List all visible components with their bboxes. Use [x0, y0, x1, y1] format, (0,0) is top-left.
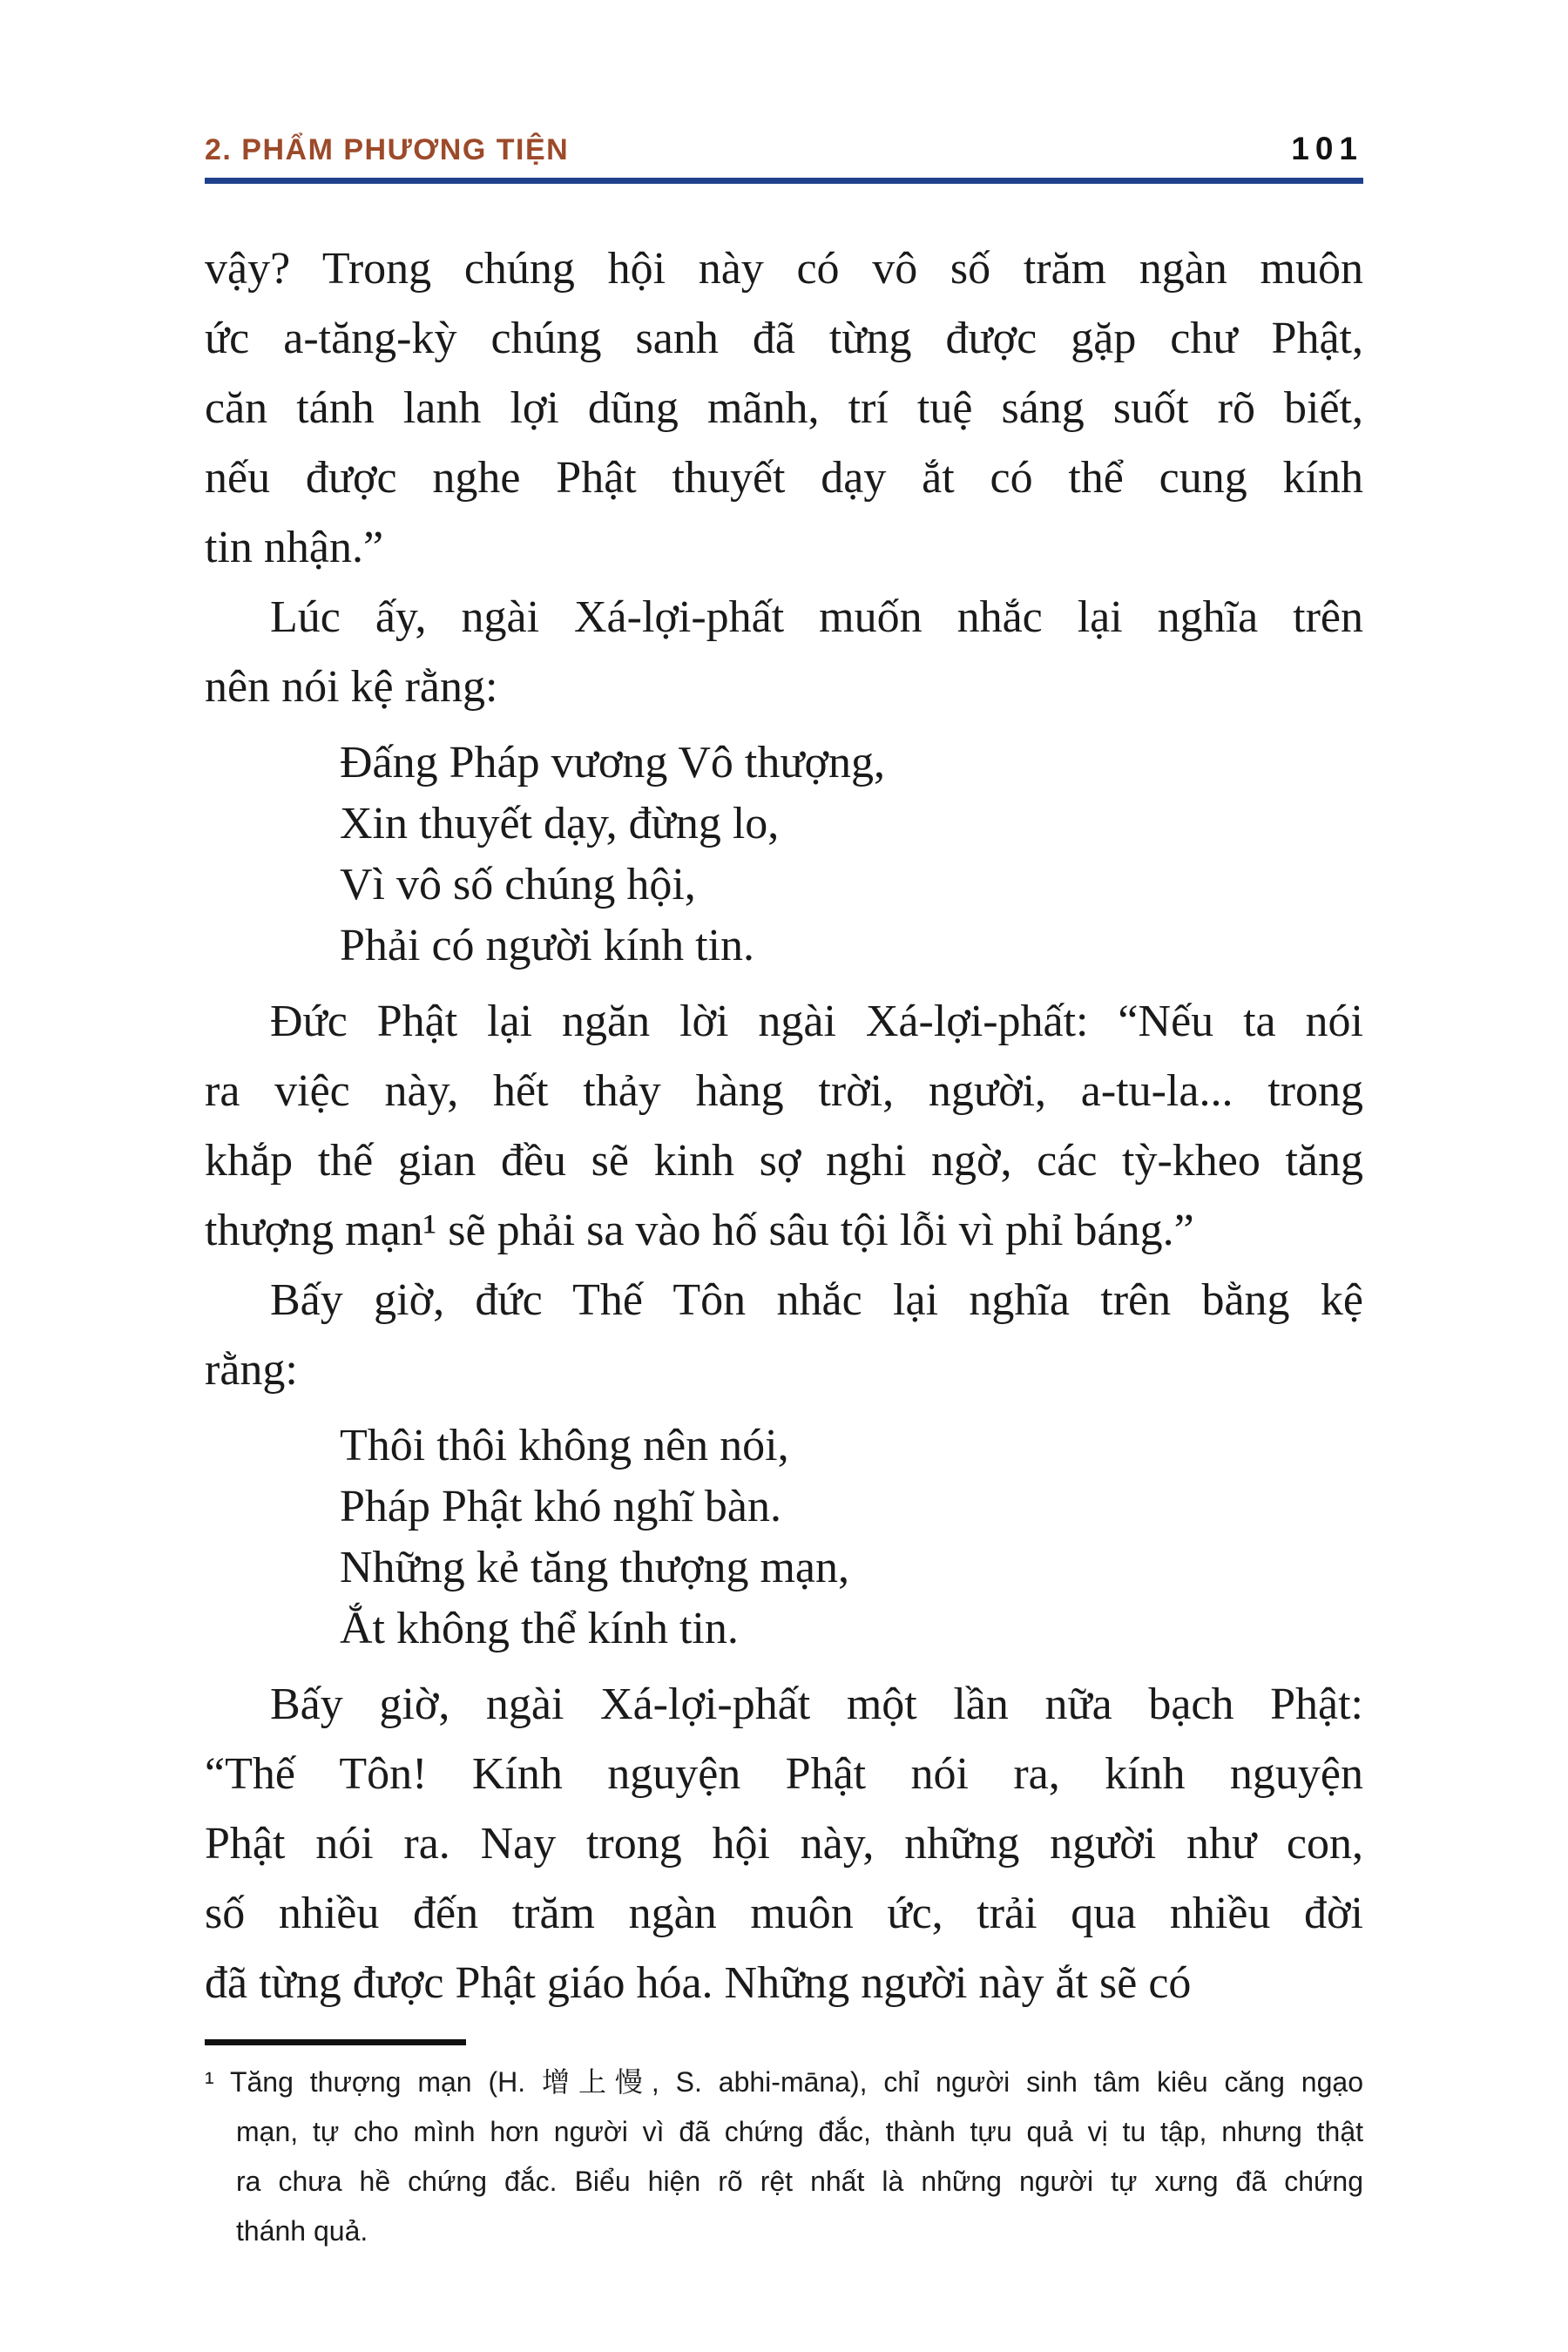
text-line: Bấy giờ, ngài Xá-lợi-phất một lần nữa bạch Phật: [270, 1680, 1363, 1729]
header-rule [205, 178, 1363, 184]
verse-line: Xin thuyết dạy, đừng lo, [340, 799, 780, 848]
verse-2 [205, 1416, 1363, 1659]
text-line: Bấy giờ, đức Thế Tôn nhắc lại nghĩa trên bằng kệ [270, 1275, 1363, 1325]
paragraph-1 [205, 234, 1363, 583]
paragraph-2 [205, 583, 1363, 722]
text-line: vậy? Trong chúng hội này có vô số trăm ngàn muôn [205, 244, 1363, 294]
paragraph-3 [205, 987, 1363, 1266]
text-line: Lúc ấy, ngài Xá-lợi-phất muốn nhắc lại nghĩa trên [270, 592, 1363, 642]
footnote-line: ra chưa hề chứng đắc. Biểu hiện rõ rệt nhất là những người tự xưng đã chứng [236, 2166, 1363, 2197]
text-line: thượng mạn¹ sẽ phải sa vào hố sâu tội lỗi vì phỉ báng.” [205, 1206, 1194, 1255]
page-body [205, 234, 1363, 2018]
running-header [205, 131, 1363, 184]
verse-line: Phải có người kính tin. [340, 921, 754, 970]
verse-line: Những kẻ tăng thượng mạn, [340, 1543, 849, 1592]
verse-line: Pháp Phật khó nghĩ bàn. [340, 1482, 781, 1531]
text-line: nên nói kệ rằng: [205, 662, 498, 712]
text-line: Đức Phật lại ngăn lời ngài Xá-lợi-phất: “Nếu ta nói [270, 997, 1363, 1046]
text-line: “Thế Tôn! Kính nguyện Phật nói ra, kính nguyện [205, 1749, 1363, 1799]
text-line: ức a-tăng-kỳ chúng sanh đã từng được gặp chư Phật, [205, 314, 1363, 363]
verse-line: Vì vô số chúng hội, [340, 860, 696, 909]
verse-line: Thôi thôi không nên nói, [340, 1421, 789, 1470]
paragraph-5 [205, 1670, 1363, 2018]
footnote-line: thánh quả. [236, 2215, 368, 2247]
text-line: Phật nói ra. Nay trong hội này, những người như con, [205, 1819, 1363, 1869]
paragraph-4 [205, 1266, 1363, 1405]
footnote-line: ¹ Tăng thượng mạn (H. 增上慢, S. abhi-māna), chỉ người sinh tâm kiêu căng ngạo [205, 2066, 1363, 2098]
footnote-line: mạn, tự cho mình hơn người vì đã chứng đắc, thành tựu quả vị tu tập, nhưng thật [236, 2116, 1363, 2147]
text-line: khắp thế gian đều sẽ kinh sợ nghi ngờ, các tỳ-kheo tăng [205, 1136, 1363, 1186]
verse-line: Ắt không thể kính tin. [340, 1604, 739, 1653]
footnote-rule [205, 2039, 466, 2045]
text-line: rằng: [205, 1345, 298, 1395]
page-number: 101 [1291, 131, 1363, 166]
verse-1 [205, 733, 1363, 977]
footnote [205, 2058, 1363, 2256]
text-line: nếu được nghe Phật thuyết dạy ắt có thể cung kính [205, 453, 1363, 503]
text-line: căn tánh lanh lợi dũng mãnh, trí tuệ sáng suốt rõ biết, [205, 383, 1363, 433]
header-row [205, 131, 1363, 167]
verse-line: Đấng Pháp vương Vô thượng, [340, 738, 886, 787]
text-line: đã từng được Phật giáo hóa. Những người này ắt sẽ có [205, 1958, 1192, 2008]
chapter-title: 2. PHẨM PHƯƠNG TIỆN [205, 133, 570, 166]
text-line: số nhiều đến trăm ngàn muôn ức, trải qua nhiều đời [205, 1889, 1363, 1938]
text-line: tin nhận.” [205, 523, 384, 572]
text-line: ra việc này, hết thảy hàng trời, người, a-tu-la... trong [205, 1066, 1363, 1116]
footnote-area [205, 2039, 1363, 2256]
